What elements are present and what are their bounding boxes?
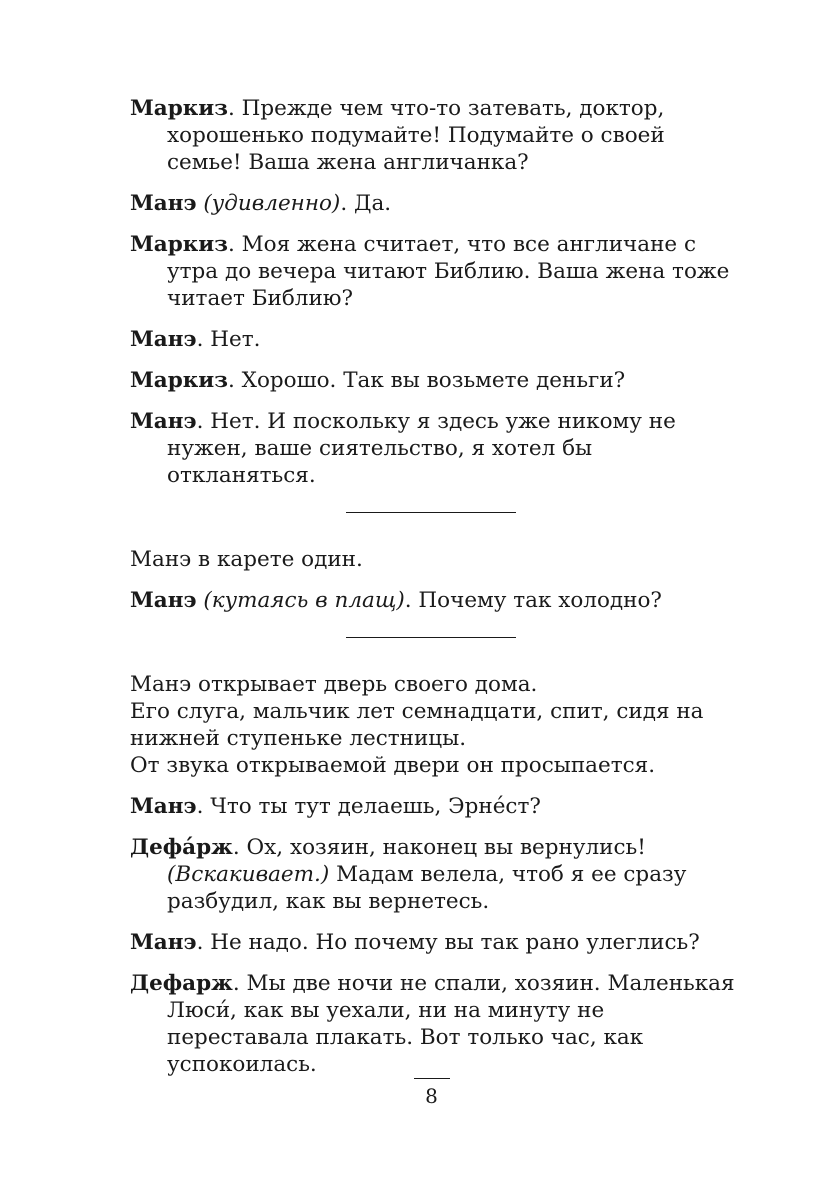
stage-direction-paragraph: От звука открываемой двери он просыпается. — [130, 753, 656, 778]
dialogue-line — [130, 95, 735, 176]
stage-direction-paragraph: Манэ в карете один. — [130, 547, 363, 572]
stage-direction: (удивленно) — [203, 191, 341, 216]
line-text-continued: Мадам велела, чтоб я ее сразу разбудил, как вы вернетесь. — [167, 862, 687, 914]
dialogue-line — [130, 190, 735, 217]
stage-direction: (кутаясь в плащ) — [203, 588, 405, 613]
dialogue-line — [130, 408, 735, 489]
speaker-name: Маркиз — [130, 232, 228, 257]
line-text: . Нет. И поскольку я здесь уже никому не нужен, ваше сиятельство, я хотел бы откланяться. — [167, 409, 676, 488]
dialogue-line — [130, 834, 735, 915]
speaker-name: Манэ — [130, 588, 197, 613]
speaker-name: Манэ — [130, 794, 197, 819]
line-text: . Не надо. Но почему вы так рано улеглись? — [196, 930, 700, 955]
line-text: . Прежде чем что-то затевать, доктор, хорошенько подумайте! Подумайте о своей семье! Ваша жена англичанка? — [167, 96, 665, 175]
line-text: . Моя жена считает, что все англичане с утра до вечера читают Библию. Ваша жена тоже читает Библию? — [167, 232, 730, 311]
scene-divider — [346, 637, 516, 638]
dialogue-line — [130, 587, 735, 614]
speaker-name: Маркиз — [130, 96, 228, 121]
scene-divider — [346, 512, 516, 513]
line-text: . Ох, хозяин, наконец вы вернулись! — [232, 835, 646, 860]
page-footer — [0, 1078, 827, 1109]
line-text: . Нет. — [196, 327, 261, 352]
speaker-name: Манэ — [130, 327, 197, 352]
speaker-name: Манэ — [130, 930, 197, 955]
line-text: . Да. — [340, 191, 392, 216]
speaker-name: Манэ — [130, 409, 197, 434]
footer-rule — [414, 1078, 450, 1079]
stage-direction-block — [130, 671, 735, 779]
speaker-name: Маркиз — [130, 368, 228, 393]
speaker-name: Манэ — [130, 191, 197, 216]
stage-direction: (Вскакивает.) — [167, 862, 330, 887]
line-text: . Почему так холодно? — [404, 588, 662, 613]
dialogue-line — [130, 326, 735, 353]
dialogue-line — [130, 367, 735, 394]
dialogue-line — [130, 231, 735, 312]
speaker-name: Дефарж — [130, 971, 233, 996]
page-body — [130, 95, 735, 1092]
dialogue-line — [130, 970, 735, 1078]
page-number: 8 — [425, 1084, 438, 1108]
line-text: . Хорошо. Так вы возьмете деньги? — [227, 368, 626, 393]
line-text: . Что ты тут делаешь, Эрне́ст? — [196, 794, 541, 819]
dialogue-line — [130, 929, 735, 956]
stage-direction-paragraph: Его слуга, мальчик лет семнадцати, спит, сидя на нижней ступеньке лестницы. — [130, 699, 704, 751]
stage-direction-paragraph: Манэ открывает дверь своего дома. — [130, 672, 538, 697]
dialogue-line — [130, 793, 735, 820]
line-text: . Мы две ночи не спали, хозяин. Маленькая Люси́, как вы уехали, ни на минуту не переставала плакать. Вот только час, как успокоилась. — [167, 971, 735, 1077]
speaker-name: Дефа́рж — [130, 835, 233, 860]
